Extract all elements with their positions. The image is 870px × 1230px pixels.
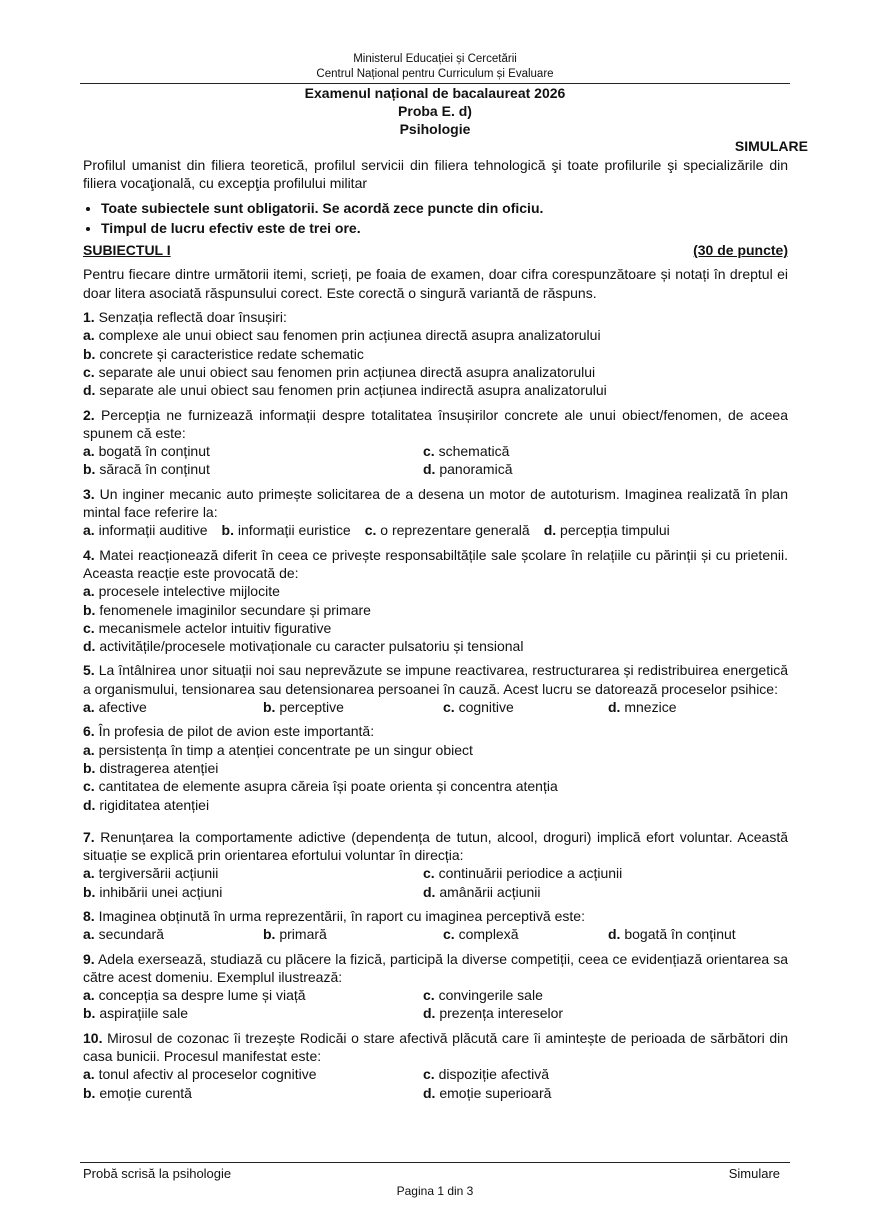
question-6: [83, 722, 788, 813]
answer-option: a. tergiversării acțiunii: [83, 865, 219, 882]
section-heading: [83, 241, 788, 259]
question-2: [83, 406, 788, 479]
exam-proba: Proba E. d): [398, 103, 472, 119]
answer-option: c. complexă: [443, 926, 519, 943]
center-name: Centrul Național pentru Curriculum și Evaluare: [316, 68, 554, 80]
rule-item: • Timpul de lucru efectiv este de trei ore.: [101, 219, 788, 237]
section-instructions: Pentru fiecare dintre următorii itemi, scrieți, pe foaia de examen, doar cifra corespunzătoare și notați în dreptul ei doar litera asociată răspunsului corect. Este corectă o singură variantă de răspuns.: [83, 266, 788, 301]
answer-option: b. concrete și caracteristice redate schematic: [83, 345, 364, 362]
rules-list: [83, 199, 788, 238]
question-stem: 1. Senzația reflectă doar însușiri:: [83, 309, 287, 326]
answer-option: d. amânării acțiunii: [423, 883, 541, 900]
question-4: [83, 546, 788, 656]
answer-option: a. bogată în conținut: [83, 443, 210, 460]
section-title: SUBIECTUL I: [83, 242, 171, 259]
answer-option: a. informații auditive: [83, 522, 208, 539]
section-points: (30 de puncte): [693, 242, 788, 259]
answer-option: c. schematică: [423, 443, 510, 460]
answer-option: a. afective: [83, 699, 147, 716]
question-stem: 2. Percepția ne furnizează informații despre totalitatea însușirilor concrete ale unui obiect/fenomen, de aceea spunem că este:: [83, 406, 788, 441]
question-1: [83, 308, 788, 399]
question-9: [83, 950, 788, 1023]
answer-option: d. percepția timpului: [543, 522, 670, 539]
options-grid: [83, 442, 788, 479]
question-10: [83, 1029, 788, 1102]
exam-content: [83, 156, 788, 1102]
answer-option: a. concepția sa despre lume și viață: [83, 987, 306, 1004]
question-stem: 9. Adela exersează, studiază cu plăcere la fizică, participă la diverse competiții, ceea ce evidențiază orientarea sa către acest domeniu. Exemplul ilustrează:: [83, 950, 788, 985]
question-3: [83, 485, 788, 540]
answer-option: b. informații euristice: [221, 522, 351, 539]
question-5: [83, 661, 788, 716]
rule-item: • Toate subiectele sunt obligatorii. Se acordă zece puncte din oficiu.: [101, 199, 788, 217]
question-stem: 7. Renunțarea la comportamente adictive (dependența de tutun, alcool, droguri) implică efort voluntar. Această situație se explică prin orientarea efortului voluntar în direcția:: [83, 828, 788, 864]
answer-option: b. săracă în conținut: [83, 461, 210, 478]
answer-option: c. convingerile sale: [423, 987, 543, 1004]
ministry-name: Ministerul Educației și Cercetării: [353, 53, 517, 65]
options-row: [83, 521, 788, 539]
answer-option: b. perceptive: [263, 699, 344, 716]
answer-option: a. persistența în timp a atenției concentrate pe un singur obiect: [83, 741, 473, 758]
answer-option: d. panoramică: [423, 461, 513, 478]
answer-option: b. distragerea atenției: [83, 759, 219, 776]
options-row: [83, 698, 788, 716]
profile-text: Profilul umanist din filiera teoretică, profilul servicii din filiera tehnologică şi toate profilurile şi specializările din filiera vocaţională, cu excepţia profilului militar: [83, 157, 788, 192]
answer-option: c. cantitatea de elemente asupra căreia își poate orienta și concentra atenția: [83, 778, 558, 795]
exam-title: Examenul național de bacalaureat 2026: [304, 85, 566, 101]
question-stem: 5. La întâlnirea unor situații noi sau neprevăzute se impune reactivarea, restructurarea și redistribuirea energetică a organismului, tensionarea sau detensionarea persoanei în cauză. Acest lucru se datorează proceselor psihice:: [83, 662, 789, 697]
question-7: [83, 828, 788, 901]
answer-option: a. tonul afectiv al proceselor cognitive: [83, 1066, 317, 1083]
options-grid: [83, 864, 788, 901]
answer-option: b. fenomenele imaginilor secundare și primare: [83, 601, 371, 618]
answer-option: d. emoție superioară: [423, 1084, 552, 1101]
question-stem: 10. Mirosul de cozonac îi trezește Rodicăi o stare afectivă plăcută care îi amintește de perioada de sărbători din casa bunicii. Procesul manifestat este:: [83, 1029, 788, 1065]
answer-option: a. complexe ale unui obiect sau fenomen prin acțiunea directă asupra analizatorului: [83, 327, 601, 344]
answer-option: d. prezența intereselor: [423, 1005, 564, 1022]
options-grid: [83, 986, 788, 1023]
question-stem: 4. Matei reacționează diferit în ceea ce privește responsabiltățile sale școlare în relațiile cu părinții și cu prietenii. Aceasta reacție este provocată de:: [83, 546, 789, 581]
answer-option: a. secundară: [83, 926, 164, 943]
answer-option: d. mnezice: [608, 699, 677, 716]
question-stem: 3. Un inginer mecanic auto primește solicitarea de a desena un motor de autoturism. Imaginea realizată în plan mintal face referire la:: [83, 485, 789, 521]
exam-subject: Psihologie: [399, 121, 471, 137]
question-stem: 8. Imaginea obținută în urma reprezentării, în raport cu imaginea perceptivă este:: [83, 907, 585, 924]
answer-option: d. rigiditatea atenției: [83, 796, 210, 813]
question-8: [83, 907, 788, 944]
answer-option: c. o reprezentare generală: [364, 522, 530, 539]
answer-option: b. inhibării unei acțiuni: [83, 883, 223, 900]
footer-left: Probă scrisă la psihologie: [83, 1166, 232, 1181]
answer-option: d. separate ale unui obiect sau fenomen prin acțiunea indirectă asupra analizatorului: [83, 382, 607, 399]
answer-option: c. mecanismele actelor intuitiv figurative: [83, 619, 332, 636]
answer-option: a. procesele intelective mijlocite: [83, 583, 280, 600]
answer-option: c. separate ale unui obiect sau fenomen prin acțiunea directă asupra analizatorului: [83, 363, 596, 380]
answer-option: b. emoție curentă: [83, 1084, 192, 1101]
answer-option: d. activitățile/procesele motivaționale cu caracter pulsatoriu și tensional: [83, 638, 524, 655]
answer-option: d. bogată în conținut: [608, 926, 736, 943]
simulare-badge: SIMULARE: [734, 138, 808, 154]
answer-option: c. cognitive: [443, 699, 514, 716]
page-number: Pagina 1 din 3: [396, 1184, 474, 1198]
options-grid: [83, 1065, 788, 1102]
answer-option: c. dispoziție afectivă: [423, 1066, 550, 1083]
footer-divider: [80, 1162, 790, 1163]
options-row: [83, 925, 788, 943]
footer-right: Simulare: [728, 1166, 780, 1181]
answer-option: c. continuării periodice a acțiunii: [423, 865, 623, 882]
question-stem: 6. În profesia de pilot de avion este importantă:: [83, 723, 375, 740]
answer-option: b. primară: [263, 926, 327, 943]
answer-option: b. aspirațiile sale: [83, 1005, 189, 1022]
